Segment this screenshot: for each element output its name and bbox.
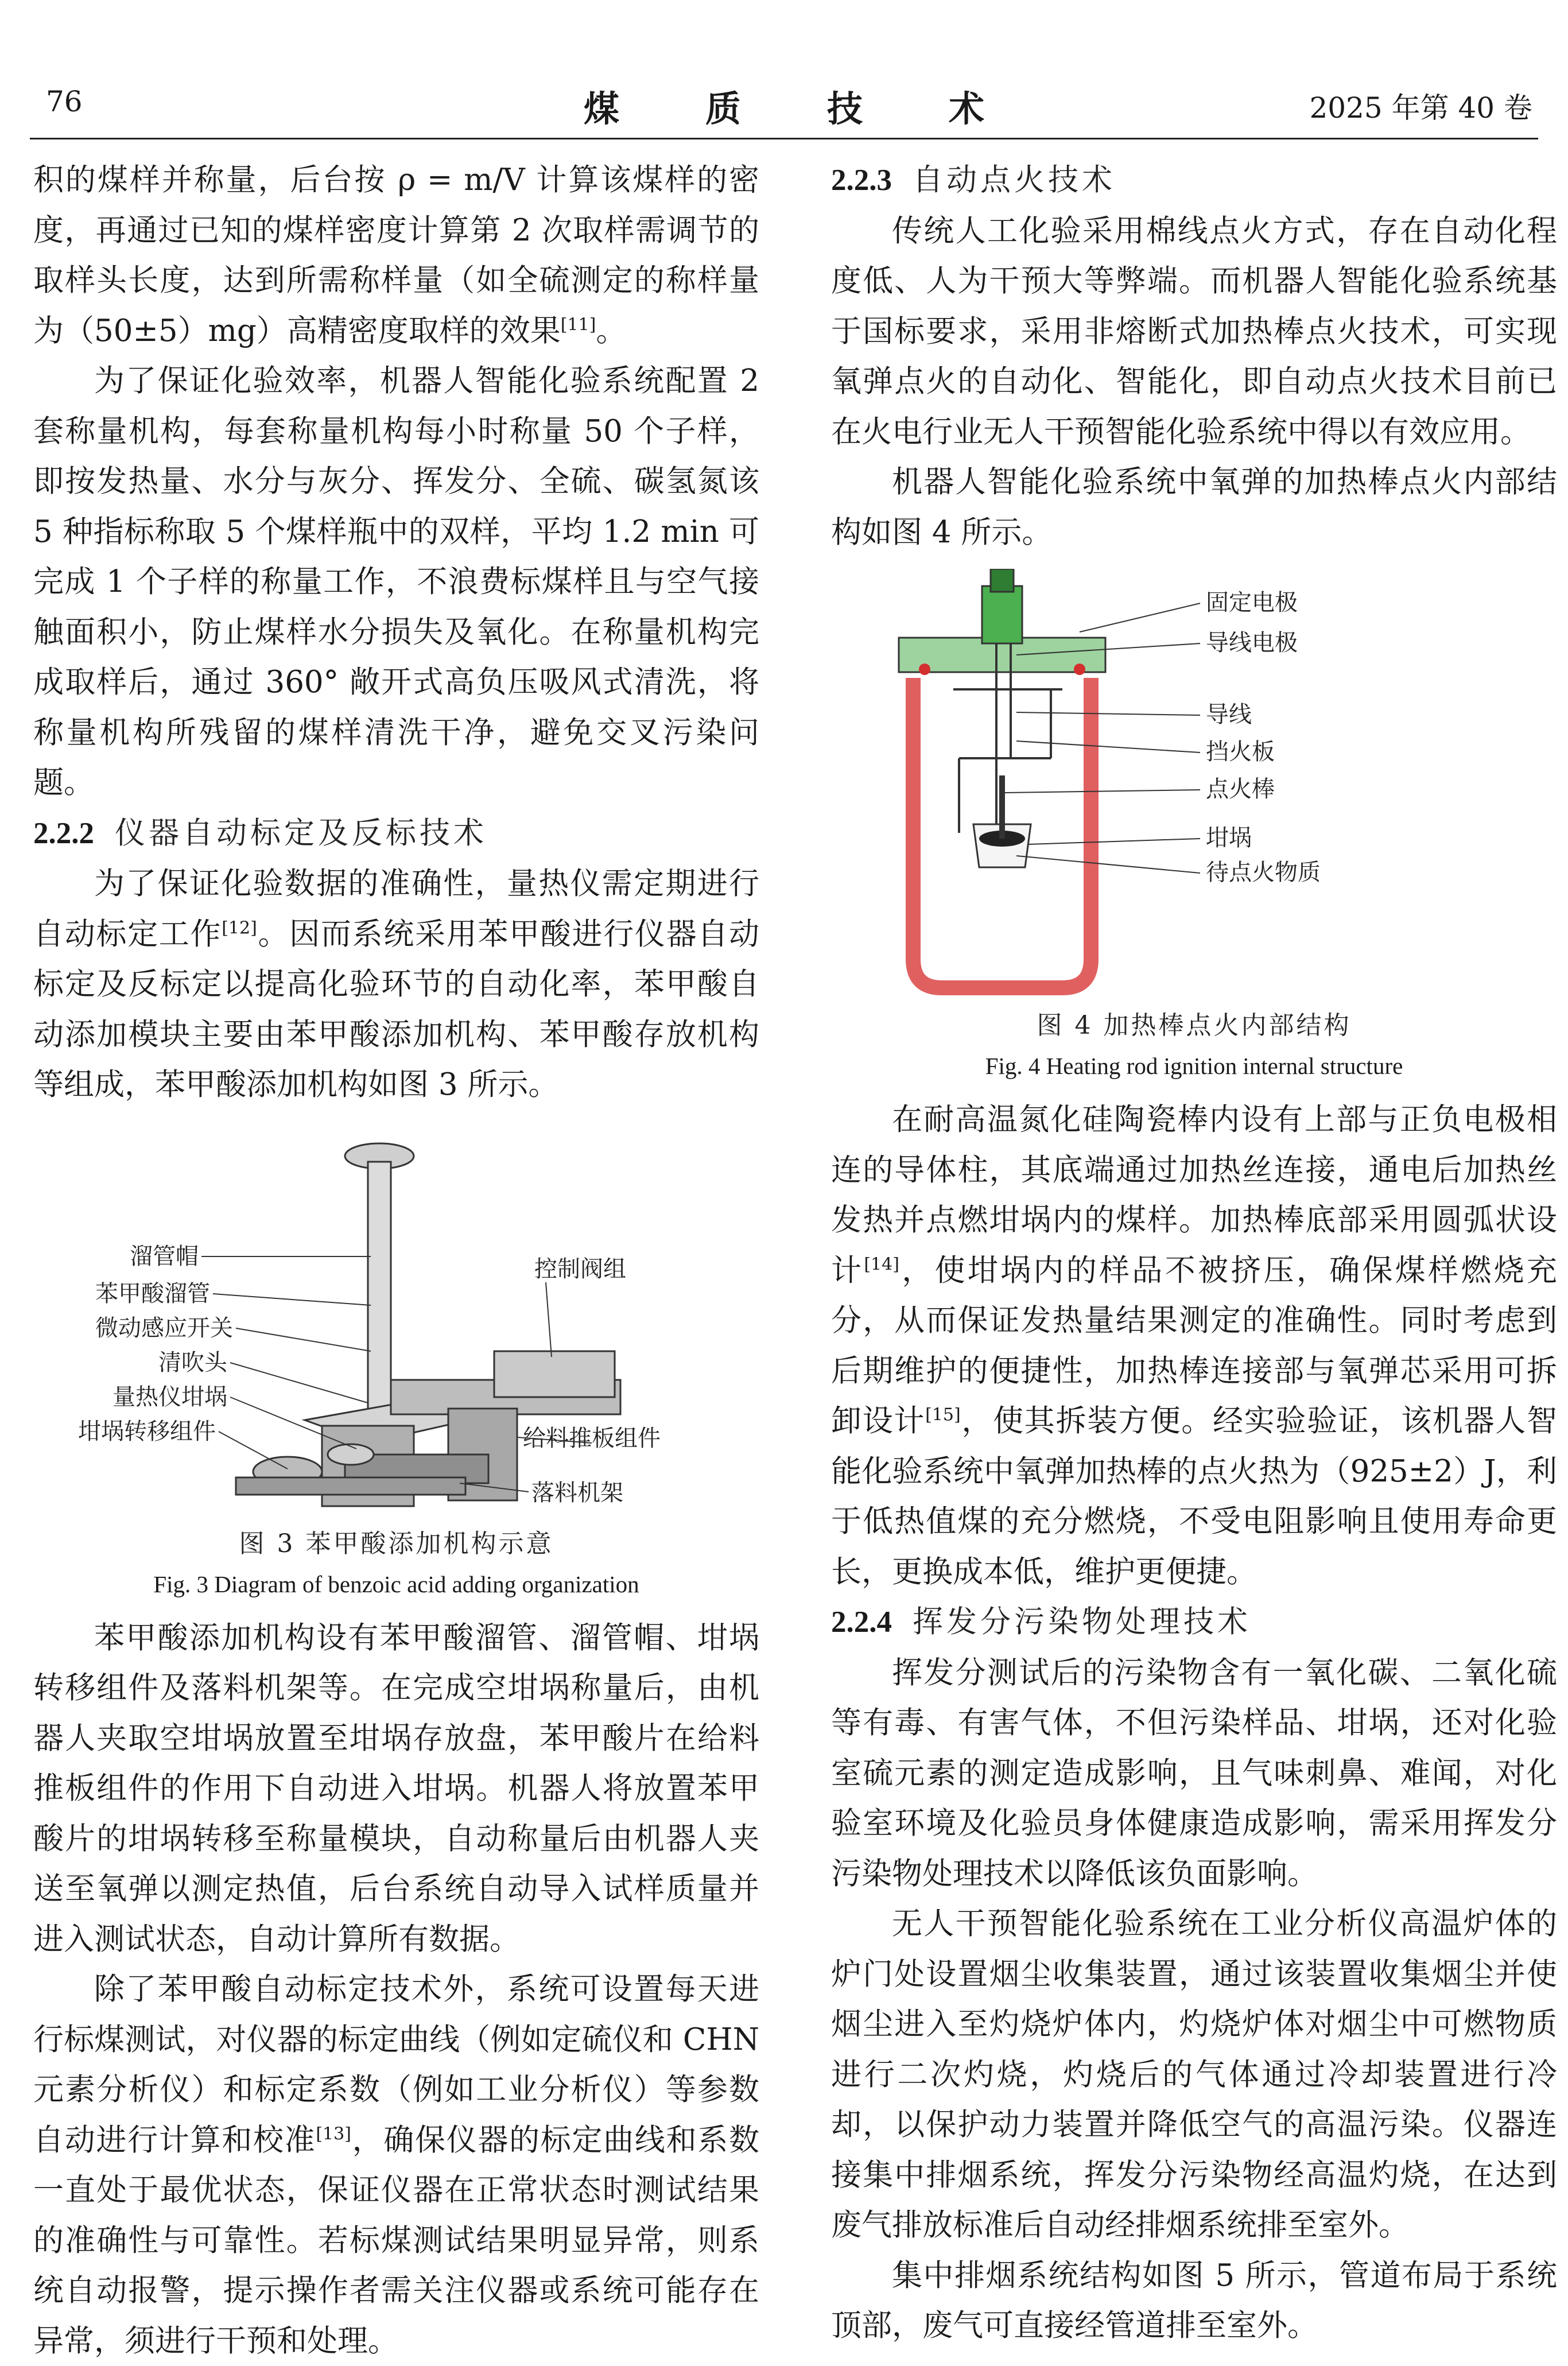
citation[interactable]: [13] (316, 2123, 351, 2144)
paragraph: 传统人工化验采用棉线点火方式，存在自动化程度低、人为干预大等弊端。而机器人智能化验系统基于国标要求，采用非熔断式加热棒点火技术，可实现氧弹点火的自动化、智能化，即自动点火技术目前已在火电行业无人干预智能化验系统中得以有效应用。 (831, 213, 1557, 449)
heating-rod-ignition-diagram (844, 569, 1544, 1005)
paragraph: 在耐高温氮化硅陶瓷棒内设有上部与正负电极相连的导体柱，其底端通过加热丝连接，通电后加热丝发热并点燃坩埚内的煤样。加热棒底部采用圆弧状设计[14]，使坩埚内的样品不被挤压，确保煤样燃烧充分，从而保证发热量结果测定的准确性。同时考虑到后期维护的便捷性，加热棒连接部与氧弹芯采用可拆卸设计[15]，使其拆装方便。经实验验证，该机器人智能化验系统中氧弹加热棒的点火热为（925±2）J，利于低热值煤的充分燃烧，不受电阻影响且使用寿命更长，更换成本低，维护更便捷。 (831, 1102, 1558, 1589)
figure-4 (831, 569, 1557, 1085)
citation[interactable]: [12] (222, 917, 257, 938)
fig3-label-transfer: 坩埚转移组件 (77, 1418, 216, 1445)
benzoic-acid-mechanism-diagram (46, 1133, 747, 1523)
volume-info: 2025 年第 40 卷 (1309, 91, 1532, 125)
fig3-label-frame: 落料机架 (531, 1479, 623, 1506)
paragraph: 集中排烟系统结构如图 5 所示，管道布局于系统顶部，废气可直接经管道排至室外。 (831, 2258, 1557, 2343)
figure-4-caption-en: Fig. 4 Heating rod ignition internal structure (985, 1053, 1403, 1079)
paragraph: 挥发分测试后的污染物含有一氧化碳、二氧化硫等有毒、有害气体，不但污染样品、坩埚，还对化验室硫元素的测定造成影响，且气味刺鼻、难闻，对化验室环境及化验员身体健康造成影响，需采用挥发分污染物处理技术以降低该负面影响。 (831, 1655, 1557, 1891)
section-heading-2-2-2: 2.2.2 仪器自动标定及反标技术 (33, 815, 487, 851)
left-column (33, 155, 759, 2366)
figure-3-caption-en: Fig. 3 Diagram of benzoic acid adding organization (153, 1570, 639, 1597)
paragraph: 除了苯甲酸自动标定技术外，系统可设置每天进行标煤测试，对仪器的标定曲线（例如定硫仪和 CHN 元素分析仪）和标定系数（例如工业分析仪）等参数自动进行计算和校准[13]，确保仪器的标定曲线和系数一直处于最优状态，保证仪器在正常状态时测试结果的准确性与可靠性。若标煤测试结果明显异常，则系统自动报警，提示操作者需关注仪器或系统可能存在异常，须进行干预和处理。 (33, 1972, 760, 2359)
fig3-label-blow: 清吹头 (158, 1349, 227, 1376)
fig3-label-switch: 微动感应开关 (95, 1314, 233, 1341)
fig4-label-lead: 导线电极 (1205, 630, 1298, 656)
header-rule (30, 138, 1538, 139)
fig4-label-shield: 挡火板 (1205, 739, 1275, 765)
figure-3 (33, 1133, 759, 1604)
fig3-label-feeder: 给料推板组件 (522, 1425, 661, 1452)
fig4-label-crucible: 坩埚 (1205, 825, 1252, 851)
section-heading-2-2-4: 2.2.4 挥发分污染物处理技术 (831, 1604, 1251, 1639)
paragraph: 苯甲酸添加机构设有苯甲酸溜管、溜管帽、坩埚转移组件及落料机架等。在完成空坩埚称量后，由机器人夹取空坩埚放置至坩埚存放盘，苯甲酸片在给料推板组件的作用下自动进入坩埚。机器人将放置苯甲酸片的坩埚转移至称量模块，自动称量后由机器人夹送至氧弹以测定热值，后台系统自动导入试样质量并进入测试状态，自动计算所有数据。 (33, 1620, 759, 1957)
journal-title: 煤质技术 (583, 88, 1070, 130)
figure-3-caption-cn: 图 3 苯甲酸添加机构示意 (239, 1529, 554, 1558)
paragraph: 为了保证化验效率，机器人智能化验系统配置 2 套称量机构，每套称量机构每小时称量 50 个子样，即按发热量、水分与灰分、挥发分、全硫、碳氢氮该 5 种指标称取 5 个煤样瓶中的双样，平均 1.2 min 可完成 1 个子样的称量工作，不浪费标煤样且与空气接触面积小，防止煤样水分损失及氧化。在称量机构完成取样后，通过 360° 敞开式高负压吸风式清洗，将称量机构所残留的煤样清洗干净，避免交叉污染问题。 (33, 363, 759, 800)
page-number: 76 (46, 85, 83, 118)
citation[interactable]: [14] (864, 1254, 899, 1274)
fig4-label-rod: 点火棒 (1205, 776, 1275, 802)
page-header (30, 68, 1538, 135)
right-column (831, 155, 1557, 2351)
fig3-label-tube: 苯甲酸溜管 (95, 1280, 210, 1307)
fig4-label-fixed: 固定电极 (1205, 589, 1298, 616)
citation[interactable]: [15] (925, 1405, 961, 1425)
section-heading-2-2-3: 2.2.3 自动点火技术 (831, 162, 1116, 197)
fig3-label-valve: 控制阀组 (534, 1255, 626, 1282)
citation[interactable]: [11] (560, 314, 596, 335)
fig4-label-sample: 待点火物质 (1205, 859, 1321, 886)
paragraph: 无人干预智能化验系统在工业分析仪高温炉体的炉门处设置烟尘收集装置，通过该装置收集烟尘并使烟尘进入至灼烧炉体内，灼烧炉体对烟尘中可燃物质进行二次灼烧，灼烧后的气体通过冷却装置进行冷却，以保护动力装置并降低空气的高温污染。仪器连接集中排烟系统，挥发分污染物经高温灼烧，在达到废气排放标准后自动经排烟系统排至室外。 (831, 1906, 1557, 2243)
paragraph: 积的煤样并称量，后台按 ρ = m/V 计算该煤样的密度，再通过已知的煤样密度计算第 2 次取样需调节的取样头长度，达到所需称样量（如全硫测定的称样量为（50±5）mg）高精密度取样的效果[11]。 (33, 162, 759, 348)
fig3-label-crucible: 量热仪坩埚 (112, 1383, 227, 1410)
paragraph: 机器人智能化验系统中氧弹的加热棒点火内部结构如图 4 所示。 (831, 464, 1557, 550)
figure-4-caption-cn: 图 4 加热棒点火内部结构 (1037, 1011, 1352, 1040)
fig3-label-cap: 溜管帽 (129, 1243, 199, 1270)
paragraph: 为了保证化验数据的准确性，量热仪需定期进行自动标定工作[12]。因而系统采用苯甲酸进行仪器自动标定及反标定以提高化验环节的自动化率，苯甲酸自动添加模块主要由苯甲酸添加机构、苯甲酸存放机构等组成，苯甲酸添加机构如图 3 所示。 (33, 866, 760, 1102)
fig4-label-wire: 导线 (1205, 701, 1252, 728)
